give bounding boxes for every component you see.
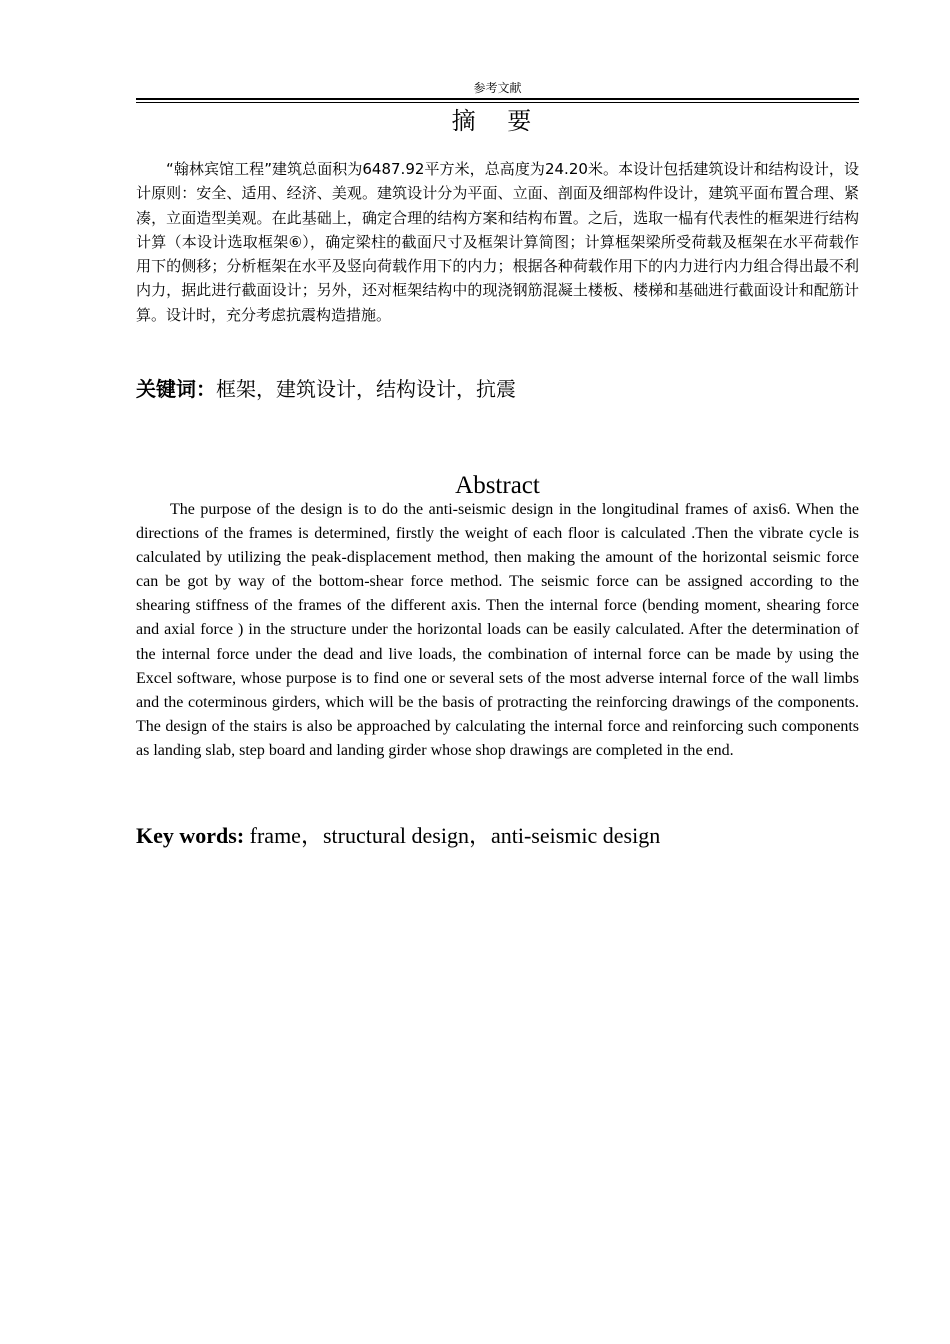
header-rule-secondary xyxy=(136,102,859,103)
english-keywords-label: Key words: xyxy=(136,823,245,848)
running-header: 参考文献 xyxy=(473,81,522,95)
english-keywords xyxy=(136,820,859,852)
english-abstract-body: The purpose of the design is to do the anti-seismic design in the longitudinal frames of axis6. When the directions of the frames is determined, firstly the weight of each floor is calculated .Then the vibrate cycle is calculated by utilizing the peak-displacement method, then making the amount of the horizontal seismic force can be got by way of the bottom-shear force method. The seismic force can be assigned according to the shearing stiffness of the frames of the different axis. Then the internal force (bending moment, shearing force and axial force ) in the structure under the horizontal loads can be easily calculated. After the determination of the internal force under the dead and live loads, the combination of internal force can be made by using the Excel software, whose purpose is to find one or several sets of the most adverse internal force of the wall limbs and the coterminous girders, which will be the basis of protracting the reinforcing drawings of the components. The design of the stairs is also be approached by calculating the internal force and reinforcing such components as landing slab, step board and landing girder whose shop drawings are completed in the end. xyxy=(136,501,859,759)
chinese-keywords xyxy=(136,374,859,404)
english-keywords-values: frame，structural design，anti-seismic design xyxy=(244,823,661,848)
chinese-abstract-body: “翰林宾馆工程”建筑总面积为6487.92平方米，总高度为24.20米。本设计包括建筑设计和结构设计，设计原则：安全、适用、经济、美观。建筑设计分为平面、立面、剖面及细部构件设计，建筑平面布置合理、紧凑，立面造型美观。在此基础上，确定合理的结构方案和结构布置。之后，选取一榀有代表性的框架进行结构计算（本设计选取框架⑥），确定梁柱的截面尺寸及框架计算简图；计算框架梁所受荷载及框架在水平荷载作用下的侧移；分析框架在水平及竖向荷载作用下的内力；根据各种荷载作用下的内力进行内力组合得出最不利内力，据此进行截面设计；另外，还对框架结构中的现浇钢筋混凝土楼板、楼梯和基础进行截面设计和配筋计算。设计时，充分考虑抗震构造措施。 xyxy=(136,160,859,324)
header-rule xyxy=(136,98,859,100)
chinese-keywords-values: 框架，建筑设计，结构设计，抗震 xyxy=(216,377,516,401)
chinese-keywords-label: 关键词： xyxy=(136,377,216,401)
chinese-abstract-title: 摘 要 xyxy=(451,107,544,135)
english-abstract-title: Abstract xyxy=(455,472,540,499)
